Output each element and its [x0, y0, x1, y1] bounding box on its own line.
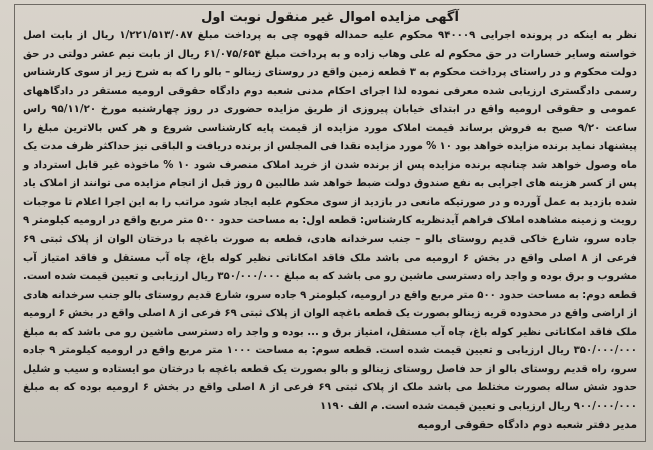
notice-signature: مدیر دفتر شعبه دوم دادگاه حقوقی ارومیه — [417, 419, 637, 432]
notice-title: آگهی مزایده اموال غیر منقول نوبت اول — [201, 10, 459, 25]
notice-body: نظر به اینکه در پرونده اجرایی ۹۴۰۰۰۹ محکوم علیه حمداله قهوه چی به پرداخت مبلغ ۱/۲۲۱/۵۱۳/۰۸۷ ریال از بابت اصل خواسته وسایر خسارات در حق محکوم له علی وهاب زاده و به پرداخت مبلغ ۶۱/۰۷۵/۶۵۴ ریال از بابت نیم عشر دولتی در حق دولت محکوم و در راستای پرداخت محکوم به ۳ قطعه زمین واقع در روستای زینالو – بالو را که به شرح زیر از سوی کارشناس رسمی دادگستری ارزیابی شده معرفی نموده لذا اجرای احکام مدنی شعبه دوم دادگاه حقوقی ارومیه مستقر در دادگاههای عمومی و حقوقی ارومیه واقع در ابتدای خیابان پیروزی از طریق مزایده حضوری در روز چهارشنبه مورخ ۹۵/۱۱/۲۰ راس ساعت ۹/۲۰ صبح به فروش برساند قیمت املاک مورد مزایده از قیمت پایه کارشناسی شروع و هر کس بالاترین مبلغ را پیشنهاد نماید برنده مزایده خواهد بود ۱۰ % مورد مزایده نقدا فی المجلس از برنده دریافت و الباقی نیز حداکثر ظرف مدت یک ماه وصول خواهد شد چنانچه برنده مزایده پس از برنده شدن از خرید املاک منصرف شود ۱۰ % ماخوذه غیر قابل استرداد و پس از کسر هزینه های اجرایی به نفع صندوق دولت ضبط خواهد شد طالبین ۵ روز قبل از انجام مزایده می توانند از املاک یاد شده بازدید به عمل آورده و در صورتیکه مانعی در بازدید از سوی محکوم علیه ایجاد شود مراتب را به این اجرا اعلام تا موجبات رویت و زمینه مشاهده املاک فراهم آیدنظریه کارشناس: قطعه اول: به مساحت حدود ۵۰۰ متر مربع واقع در ارومیه کیلومتر ۹ جاده سرو، شارع خاکی قدیم روستای بالو – جنب سرخدانه هادی، قطعه به صورت باغچه با درختان الوان از پلاک ثبتی ۶۹ فرعی از ۸ اصلی واقع در بخش ۶ ارومیه می باشد ملک فاقد امکاناتی نظیر کوله باغ، چاه آب مستقل و فاقد امتیاز آب مشروب و برق بوده و واجد راه دسترسی ماشین رو می باشد که به مبلغ ۳۵۰/۰۰۰/۰۰۰ ریال ارزیابی و تعیین قیمت شده است. قطعه دوم: به مساحت حدود ۵۰۰ متر مربع واقع در ارومیه، کیلومتر ۹ جاده سرو، شارع قدیم روستای بالو جنب سرخدانه هادی از اراضی واقع در محدوده قریه زینالو بصورت یک قطعه باغچه الوان از پلاک ثبتی ۶۹ فرعی از ۸ اصلی واقع در بخش ۶ ارومیه ملک فاقد امکاناتی نظیر کوله باغ، چاه آب مستقل، امتیاز برق و ... بوده و واجد راه دسترسی ماشین رو می باشد که به مبلغ ۳۵۰/۰۰۰/۰۰۰ ریال ارزیابی و تعیین قیمت شده است. قطعه سوم: به مساحت ۱۰۰۰ متر مربع واقع در ارومیه کیلومتر ۹ جاده سرو، راه قدیم روستای بالو از حد فاصل روستای زینالو و بالو بصورت یک قطعه باغچه با درختان مو ایستاده و سیب و شلیل حدود شش ساله بصورت مختلط می باشد ملک از پلاک ثبتی ۶۹ فرعی از ۸ اصلی واقع در بخش ۶ ارومیه بوده که به مبلغ ۹۰۰/۰۰۰/۰۰۰ ریال ارزیابی و تعیین قیمت شده است. م الف ۱۱۹۰ — [23, 30, 638, 412]
auction-notice — [14, 4, 646, 442]
